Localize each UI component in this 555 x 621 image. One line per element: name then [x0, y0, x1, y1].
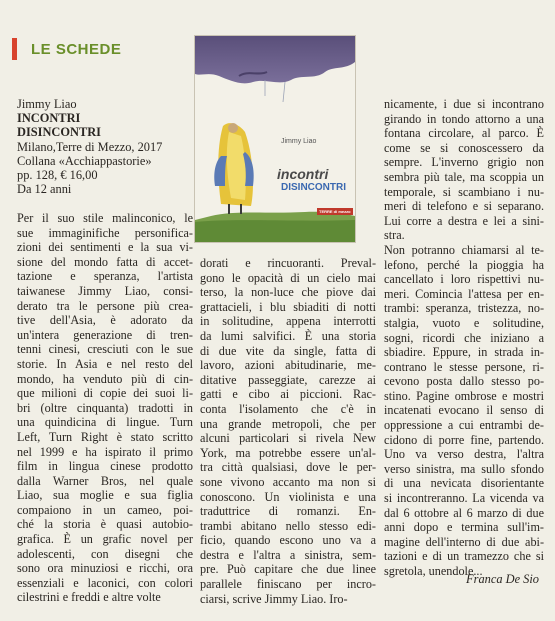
review-line: tazioni e di un tramezzo che si	[384, 549, 544, 564]
review-line: dal 6 ottobre al 6 marzo di due	[384, 505, 544, 520]
review-line: in solitudine, appena interrotti	[200, 314, 376, 329]
review-line: que milioni di copie dei suoi li-	[17, 386, 193, 401]
review-line: lavoro, azioni abitudinarie, me-	[200, 358, 376, 373]
review-line: pre. Può capitare che due linee	[200, 562, 376, 577]
review-line: tenni cinesi, cresciuti con le sue	[17, 342, 193, 357]
review-line: come se si conoscessero da	[384, 140, 544, 155]
review-line: una grande metropoli, che per	[200, 416, 376, 431]
review-line: Non potranno chiamarsi al te-	[384, 242, 544, 257]
review-line: alcuni particolari si rivela New	[200, 431, 376, 446]
review-line: una quindicina di lingue. Turn	[17, 415, 193, 430]
review-line: Left, Turn Right è stato scritto	[17, 429, 193, 444]
review-line: terso, la non-luce che piove dai	[200, 285, 376, 300]
review-line: sione del mondo fatta di accet-	[17, 254, 193, 269]
review-line: film in lingua cinese prodotto	[17, 459, 193, 474]
review-line: fontana circolare, al parco. È	[384, 126, 544, 141]
review-line: meri di telefono e si separano.	[384, 199, 544, 214]
review-line: mondo, ha venduto più di cin-	[17, 371, 193, 386]
book-title-line1: INCONTRI	[17, 111, 81, 126]
review-line: destra e l'altra a sinistra, sem-	[200, 547, 376, 562]
review-line: ché la storia è quasi autobio-	[17, 517, 193, 532]
review-line: oppressione a cui entrambi de-	[384, 418, 544, 433]
cover-title-top: incontri	[277, 166, 329, 182]
review-line: conoscono. Un violinista e una	[200, 489, 376, 504]
review-line: gono le opacità di un cielo mai	[200, 270, 376, 285]
review-line: Liao, sua moglie e sua figlia	[17, 488, 193, 503]
section-label: LE SCHEDE	[31, 40, 122, 58]
review-line: parallele finiscano per incro-	[200, 577, 376, 592]
book-title-line2: DISINCONTRI	[17, 125, 101, 140]
review-line: nicamente, i due si incontrano	[384, 97, 544, 111]
review-line: incatenati evocano il senso di	[384, 403, 544, 418]
review-line: contrano le stesse persone, ri-	[384, 359, 544, 374]
review-line: traduttrice di romanzi. En-	[200, 504, 376, 519]
review-line: meri. Comincia l'attesa per en-	[384, 286, 544, 301]
review-line: sue immaginifiche personifica-	[17, 225, 193, 240]
review-line: zioni dei sentimenti e la sua vi-	[17, 240, 193, 255]
cover-publisher-logo: TERRE di mezzo	[319, 209, 351, 214]
review-line: compaiono in un cameo, poi-	[17, 502, 193, 517]
review-line: sogni, ricordi che iniziano a	[384, 330, 544, 345]
review-line: Uno va verso destra, l'altra	[384, 447, 544, 462]
review-line: essenziali e laconici, con colori	[17, 575, 193, 590]
review-line: di due vite da single, fatta di	[200, 343, 376, 358]
review-line: Lui corre a destra e lei a sini-	[384, 213, 544, 228]
review-line: sono ora minuziosi e ricchi, ora	[17, 561, 193, 576]
review-line: temporale, si scambiano i nu-	[384, 184, 544, 199]
review-line: lefono, perché la pioggia ha	[384, 257, 544, 272]
cover-author: Jimmy Liao	[281, 138, 317, 145]
section-accent-bar	[12, 38, 17, 60]
book-cover	[195, 36, 355, 242]
review-line: girando in tondo attorno a una	[384, 111, 544, 126]
book-age: Da 12 anni	[17, 182, 72, 197]
review-column-1	[17, 211, 193, 605]
review-line: sempre. L'inverno grigio non	[384, 155, 544, 170]
review-column-3	[384, 97, 544, 579]
review-column-2	[200, 256, 376, 606]
section-header	[12, 38, 121, 60]
review-line: un'intera generazione di tren-	[17, 327, 193, 342]
review-line: ficio, quando escono uno va a	[200, 533, 376, 548]
review-line: gatti e cibo ai piccioni. Rac-	[200, 387, 376, 402]
review-line: adolescenti, con disegni che	[17, 546, 193, 561]
review-line: grattacieli, i blu sbiaditi di notti	[200, 299, 376, 314]
review-line: stra.	[384, 228, 405, 243]
review-line: Per il suo stile malinconico, le	[17, 211, 193, 225]
review-line: trambi: speranza, tristezza, no-	[384, 301, 544, 316]
review-line: bri (oltre cinquanta) tradotti in	[17, 400, 193, 415]
review-line: di una nevicata disorientante	[384, 476, 544, 491]
review-line: anni dopo e termina sull'im-	[384, 520, 544, 535]
review-line: sbiadire. Eppure, in strada in-	[384, 345, 544, 360]
cover-title-bottom: DISINCONTRI	[281, 182, 346, 193]
review-line: storie. In Asia e nel resto del	[17, 356, 193, 371]
review-line: York, ma potrebbe essere un'al-	[200, 445, 376, 460]
review-line: magine dell'interno di due abi-	[384, 534, 544, 549]
review-line: da lumi salvifici. È una storia	[200, 328, 376, 343]
book-details: pp. 128, € 16,00	[17, 168, 98, 183]
review-line: sembra più tale, ma scoppia un	[384, 169, 544, 184]
review-line: sone vivono accanto ma non si	[200, 474, 376, 489]
book-author: Jimmy Liao	[17, 97, 77, 111]
review-line: derato tra le persone più crea-	[17, 298, 193, 313]
review-line: cevono posta dallo stesso po-	[384, 374, 544, 389]
book-series: Collana «Acchiappastorie»	[17, 153, 152, 168]
review-line: trambi abitano nello stesso edi-	[200, 518, 376, 533]
review-line: ciarsi, scrive Jimmy Liao. Iro-	[200, 591, 348, 606]
review-line: conta l'isolamento che c'è in	[200, 401, 376, 416]
review-line: cilestrini e freddi e altre volte	[17, 590, 161, 605]
review-line: grafica. È un grafic novel per	[17, 532, 193, 547]
review-line: cidono di porre fine, partendo.	[384, 432, 544, 447]
review-line: cancellato i loro rispettivi nu-	[384, 272, 544, 287]
review-line: tra città qualsiasi, dove le per-	[200, 460, 376, 475]
review-line: tazione e speranza, l'artista	[17, 269, 193, 284]
review-line: stalgia, vuoto e solitudine,	[384, 315, 544, 330]
review-line: tive dell'Asia, è adorato da	[17, 313, 193, 328]
review-line: dorati e rincuoranti. Preval-	[200, 256, 376, 270]
book-metadata	[17, 97, 197, 196]
review-line: verso sinistra, ma sullo sfondo	[384, 461, 544, 476]
review-line: si incontreranno. La vicenda va	[384, 491, 544, 506]
review-line: stino. Pagine ombrose e mostri	[384, 388, 544, 403]
review-line: sgretola, unendole...	[384, 564, 483, 578]
review-line: taiwanese Jimmy Liao, consi-	[17, 283, 193, 298]
review-line: ditative passeggiate, carezze ai	[200, 372, 376, 387]
review-line: nel 1999 e ha ispirato il primo	[17, 444, 193, 459]
review-signature: Franca De Sio	[466, 572, 539, 586]
review-line: dalla Warner Bros, nel quale	[17, 473, 193, 488]
book-publisher: Milano,Terre di Mezzo, 2017	[17, 139, 163, 154]
